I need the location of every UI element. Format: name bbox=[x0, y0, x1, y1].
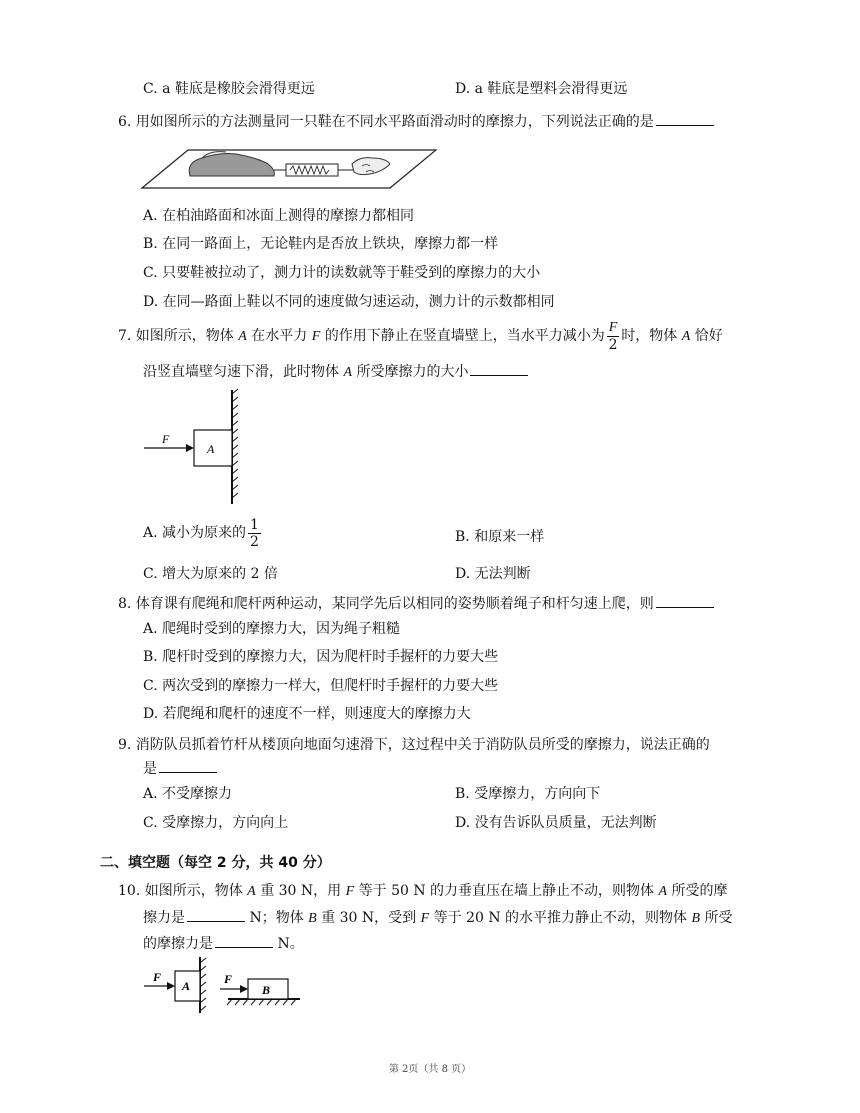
q9-stem-line1: 9. 消防队员抓着竹杆从楼顶向地面匀速滑下，这过程中关于消防队员所受的摩擦力，说法正确的 bbox=[118, 737, 710, 753]
q6-option-c: C. 只要鞋被拉动了，测力计的读数就等于鞋受到的摩擦力的大小 bbox=[143, 265, 541, 281]
q7-text-a: 7. 如图所示，物体 bbox=[118, 328, 234, 344]
answer-blank-2[interactable] bbox=[215, 946, 273, 948]
q7-stem-line1 bbox=[118, 320, 723, 353]
two-blocks-figure bbox=[140, 955, 310, 1017]
q7-text-g: 所受摩擦力的大小 bbox=[356, 364, 469, 380]
q8-stem bbox=[118, 593, 714, 613]
q6-option-a: A. 在柏油路面和冰面上测得的摩擦力都相同 bbox=[143, 208, 415, 224]
fraction-f-over-2 bbox=[607, 321, 620, 352]
var-a: A bbox=[343, 365, 353, 380]
q7-stem-line2 bbox=[143, 361, 528, 381]
section-heading: 二、填空题（每空 2 分，共 40 分） bbox=[100, 855, 331, 871]
q10-text-d: 所受的摩 bbox=[671, 883, 728, 899]
q10-line3 bbox=[143, 933, 304, 953]
q10-text-g: 重 30 N，受到 bbox=[321, 910, 417, 926]
q10-text-e: 擦力是 bbox=[143, 910, 185, 926]
wall-block-figure bbox=[140, 388, 250, 508]
answer-blank bbox=[656, 124, 714, 126]
q7-text-b: 在水平力 bbox=[251, 328, 308, 344]
q9-stem-text: 是 bbox=[143, 761, 157, 777]
q9-option-c: C. 受摩擦力，方向向上 bbox=[143, 815, 289, 831]
q10-text-b: 重 30 N，用 bbox=[260, 883, 342, 899]
q10-text-k: N。 bbox=[277, 936, 304, 952]
q7-option-d: D. 无法判断 bbox=[455, 566, 531, 582]
frac-numerator: F bbox=[608, 319, 618, 335]
fig-label-f2: F bbox=[224, 972, 233, 986]
q5-option-d: D. a 鞋底是塑料会滑得更远 bbox=[455, 81, 628, 97]
answer-blank bbox=[159, 771, 217, 773]
fraction-one-half bbox=[248, 518, 261, 549]
var-f: F bbox=[420, 911, 430, 926]
var-b: B bbox=[308, 911, 317, 926]
q9-option-d: D. 没有告诉队员质量，无法判断 bbox=[455, 815, 657, 831]
fig-label-f1: F bbox=[153, 970, 162, 984]
frac-denominator: 2 bbox=[608, 336, 618, 353]
fig-label-a: A bbox=[207, 442, 215, 456]
var-f: F bbox=[345, 884, 355, 899]
q8-option-c: C. 两次受到的摩擦力一样大，但爬杆时手握杆的力要大些 bbox=[143, 678, 499, 694]
q7-option-a bbox=[143, 516, 263, 550]
q10-text-a: 10. 如图所示，物体 bbox=[118, 883, 243, 899]
answer-blank bbox=[656, 606, 714, 608]
q10-line2 bbox=[143, 907, 733, 927]
var-a: A bbox=[238, 329, 247, 344]
q9-option-b: B. 受摩擦力，方向向下 bbox=[455, 786, 601, 802]
fig-label-b: B bbox=[262, 983, 271, 997]
q9-option-a: A. 不受摩擦力 bbox=[143, 786, 233, 802]
answer-blank-1[interactable] bbox=[187, 920, 245, 922]
q10-line1 bbox=[118, 880, 728, 900]
q7-option-a-text: A. 减小为原来的 bbox=[143, 525, 247, 541]
fig-label-f: F bbox=[162, 432, 170, 446]
q9-stem-line2 bbox=[143, 758, 217, 778]
var-b: B bbox=[691, 911, 701, 926]
answer-blank bbox=[470, 374, 528, 376]
q6-stem bbox=[118, 111, 714, 131]
q10-text-c: 等于 50 N 的力垂直压在墙上静止不动，则物体 bbox=[358, 883, 655, 899]
page-number: 第 2页（共 8 页） bbox=[388, 1064, 472, 1075]
frac-denominator: 2 bbox=[250, 533, 259, 550]
q7-text-d: 时，物体 bbox=[621, 328, 678, 344]
frac-numerator: 1 bbox=[250, 516, 259, 533]
q6-option-b: B. 在同一路面上，无论鞋内是否放上铁块，摩擦力都一样 bbox=[143, 236, 499, 252]
q10-text-f: N；物体 bbox=[249, 910, 304, 926]
q8-option-a: A. 爬绳时受到的摩擦力大，因为绳子粗糙 bbox=[143, 621, 401, 637]
q8-stem-text: 8. 体育课有爬绳和爬杆两种运动，某同学先后以相同的姿势顺着绳子和杆匀速上爬，则 bbox=[118, 596, 654, 612]
q7-option-b: B. 和原来一样 bbox=[455, 529, 545, 545]
var-f: F bbox=[311, 329, 321, 344]
var-a: A bbox=[247, 884, 256, 899]
q6-stem-text: 6. 用如图所示的方法测量同一只鞋在不同水平路面滑动时的摩擦力，下列说法正确的是 bbox=[118, 114, 654, 130]
shoe-friction-figure bbox=[140, 142, 440, 194]
q10-text-j: 的摩擦力是 bbox=[143, 936, 213, 952]
q7-text-f: 沿竖直墙壁匀速下滑，此时物体 bbox=[143, 364, 339, 380]
q10-text-i: 所受 bbox=[704, 910, 733, 926]
q10-text-h: 等于 20 N 的水平推力静止不动，则物体 bbox=[433, 910, 688, 926]
q7-text-e: 恰好 bbox=[694, 328, 723, 344]
fig-label-a: A bbox=[182, 979, 191, 993]
q8-option-b: B. 爬杆时受到的摩擦力大，因为爬杆时手握杆的力要大些 bbox=[143, 649, 499, 665]
q6-option-d: D. 在同—路面上鞋以不同的速度做匀速运动，测力计的示数都相同 bbox=[143, 294, 555, 310]
q7-option-c: C. 增大为原来的 2 倍 bbox=[143, 566, 278, 582]
var-a: A bbox=[658, 884, 668, 899]
var-a: A bbox=[681, 329, 691, 344]
q7-text-c: 的作用下静止在竖直墙壁上，当水平力减小为 bbox=[324, 328, 605, 344]
q8-option-d: D. 若爬绳和爬杆的速度不一样，则速度大的摩擦力大 bbox=[143, 706, 471, 722]
q5-option-c: C. a 鞋底是橡胶会滑得更远 bbox=[143, 81, 315, 97]
